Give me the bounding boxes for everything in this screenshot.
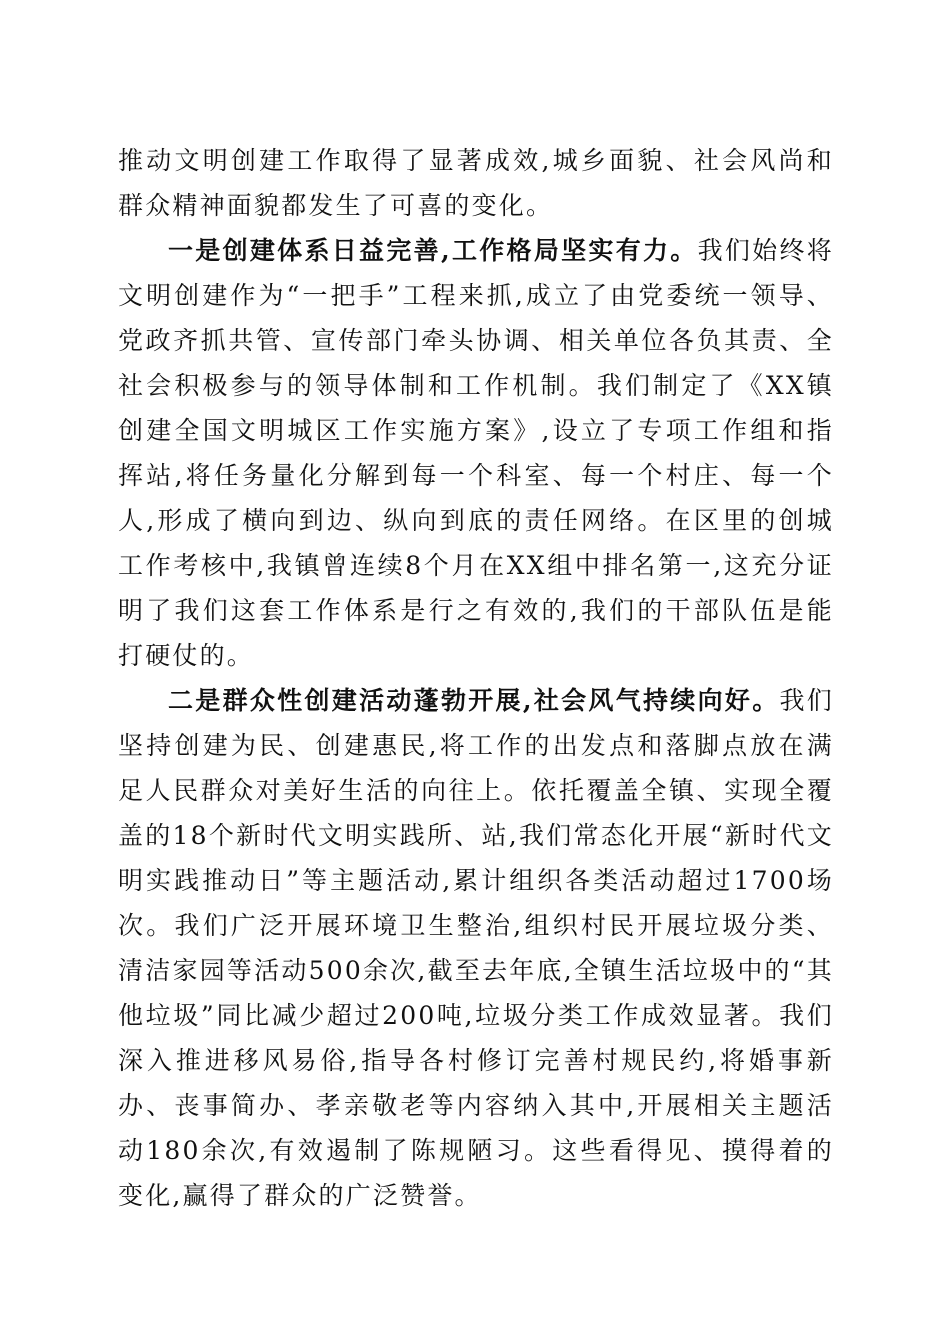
- paragraph-intro: [118, 138, 834, 228]
- paragraph-point-one: [118, 228, 834, 678]
- paragraph-point-one-heading: 一是创建体系日益完善,工作格局坚实有力。: [168, 236, 698, 265]
- paragraph-point-two-heading: 二是群众性创建活动蓬勃开展,社会风气持续向好。: [168, 686, 780, 715]
- document-body: [118, 138, 834, 1218]
- paragraph-point-two-text: 我们坚持创建为民、创建惠民,将工作的出发点和落脚点放在满足人民群众对美好生活的向往上。依托覆盖全镇、实现全覆盖的18个新时代文明实践所、站,我们常态化开展“新时代文明实践推动日”等主题活动,累计组织各类活动超过1700场次。我们广泛开展环境卫生整治,组织村民开展垃圾分类、清洁家园等活动500余次,截至去年底,全镇生活垃圾中的“其他垃圾”同比减少超过200吨,垃圾分类工作成效显著。我们深入推进移风易俗,指导各村修订完善村规民约,将婚事新办、丧事简办、孝亲敬老等内容纳入其中,开展相关主题活动180余次,有效遏制了陈规陋习。这些看得见、摸得着的变化,赢得了群众的广泛赞誉。: [118, 686, 834, 1210]
- paragraph-point-two: [118, 678, 834, 1218]
- paragraph-point-one-text: 我们始终将文明创建作为“一把手”工程来抓,成立了由党委统一领导、党政齐抓共管、宣传部门牵头协调、相关单位各负其责、全社会积极参与的领导体制和工作机制。我们制定了《XX镇创建全国文明城区工作实施方案》,设立了专项工作组和指挥站,将任务量化分解到每一个科室、每一个村庄、每一个人,形成了横向到边、纵向到底的责任网络。在区里的创城工作考核中,我镇曾连续8个月在XX组中排名第一,这充分证明了我们这套工作体系是行之有效的,我们的干部队伍是能打硬仗的。: [118, 236, 834, 670]
- paragraph-intro-text: 推动文明创建工作取得了显著成效,城乡面貌、社会风尚和群众精神面貌都发生了可喜的变化。: [118, 146, 834, 220]
